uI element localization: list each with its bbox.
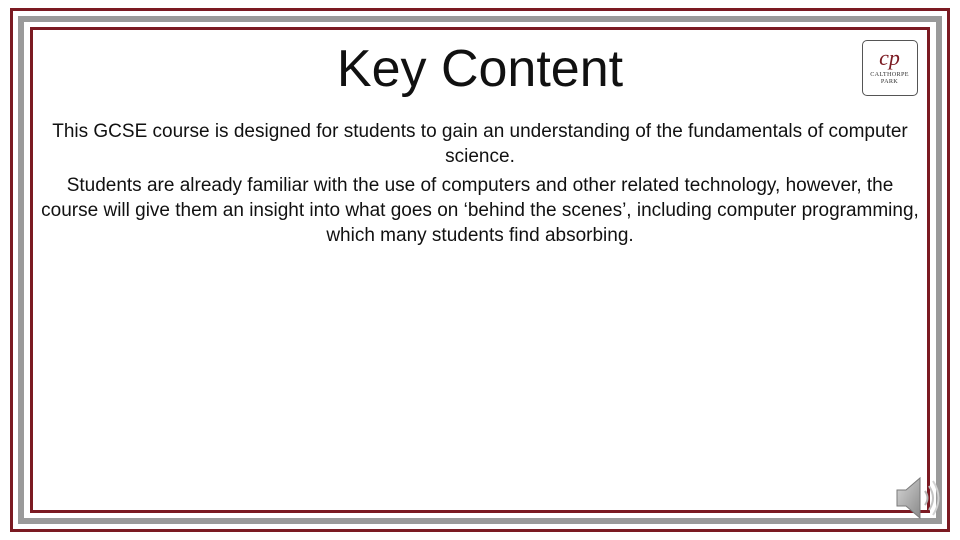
school-logo	[862, 40, 918, 96]
speaker-icon[interactable]	[894, 473, 944, 523]
logo-name-line2: PARK	[880, 78, 899, 85]
logo-name-line1: CALTHORPE	[870, 71, 909, 78]
logo-monogram: cp	[879, 45, 900, 70]
slide-body	[40, 119, 920, 252]
body-paragraph: This GCSE course is designed for students to gain an understanding of the fundamentals of computer science.	[52, 121, 908, 167]
slide-title: Key Content	[336, 40, 624, 98]
body-paragraph: Students are already familiar with the use of computers and other related technology, however, the course will give them an insight into what goes on ‘behind the scenes’, including computer programming, which many students find absorbing.	[41, 175, 919, 246]
